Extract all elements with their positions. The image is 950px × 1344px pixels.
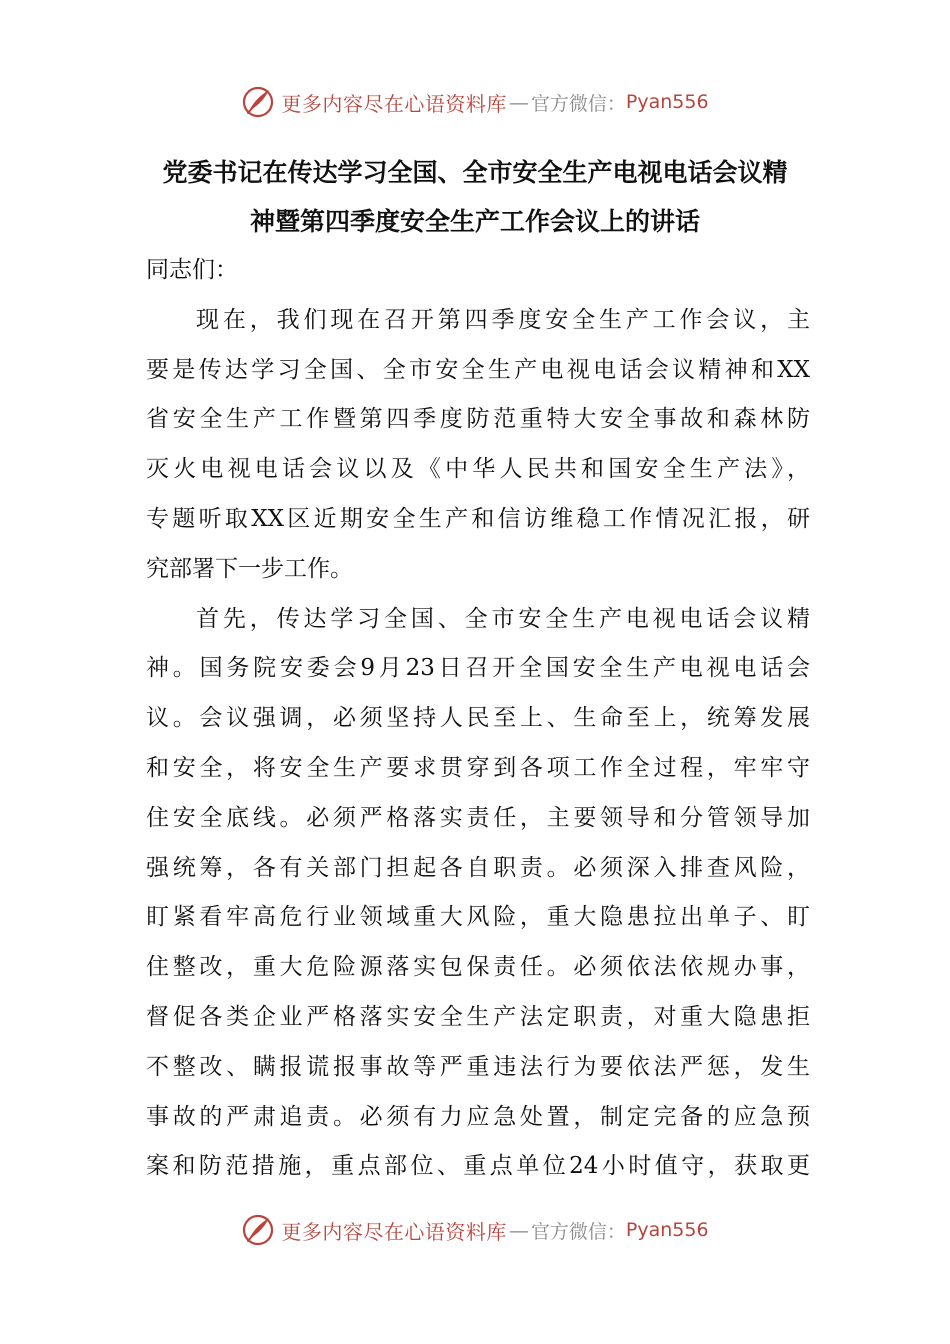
watermark-banner-bottom [0,1210,950,1250]
paragraph-line: 省安全生产工作暨第四季度防范重特大安全事故和森林防 [146,406,810,433]
paragraph-line: 现在，我们现在召开第四季度安全生产工作会议，主 [196,306,810,333]
paragraph-line: 强统筹，各有关部门担起各自职责。必须深入排查风险， [146,854,810,881]
wechat-id: Pyan556 [625,1219,709,1241]
paragraph-line: 事故的严肃追责。必须有力应急处置，制定完备的应急预 [146,1103,810,1130]
watermark-separator: — [508,90,529,114]
paragraph-line: 盯紧看牢高危行业领域重大风险，重大隐患拉出单子、盯 [146,904,810,931]
paragraph-line: 案和防范措施，重点部位、重点单位24小时值守，获取更 [146,1153,810,1180]
paragraph-line: 首先，传达学习全国、全市安全生产电视电话会议精 [196,605,810,632]
wechat-label: 官方微信： [530,1220,626,1243]
quill-pen-logo-icon [241,1213,275,1247]
wechat-label: 官方微信： [530,92,626,115]
paragraph-line: 专题听取XX区近期安全生产和信访维稳工作情况汇报，研 [146,505,810,532]
watermark-separator: — [508,1218,529,1242]
paragraph-2 [146,595,810,1193]
paragraph-line: 住整改，重大危险源落实包保责任。必须依法依规办事， [146,954,810,981]
salutation: 同志们： [146,257,238,283]
document-title-line-2: 神暨第四季度安全生产工作会议上的讲话 [249,207,700,236]
paragraph-line: 督促各类企业严格落实安全生产法定职责，对重大隐患拒 [146,1003,810,1030]
paragraph-line: 住安全底线。必须严格落实责任，主要领导和分管领导加 [146,804,810,831]
paragraph-line: 和安全，将安全生产要求贯穿到各项工作全过程，牢牢守 [146,754,810,781]
wechat-id: Pyan556 [625,91,709,113]
paragraph-1 [146,296,810,595]
paragraph-line: 究部署下一步工作。 [146,555,353,582]
paragraph-line: 要是传达学习全国、全市安全生产电视电话会议精神和XX [146,356,810,383]
paragraph-line: 不整改、瞒报谎报事故等严重违法行为要依法严惩，发生 [146,1053,810,1080]
paragraph-line: 神。国务院安委会9月23日召开全国安全生产电视电话会 [146,655,810,682]
watermark-banner-top [0,82,950,122]
watermark-text: 更多内容尽在心语资料库 [281,1219,507,1244]
document-body [146,246,810,1192]
paragraph-line: 议。会议强调，必须坚持人民至上、生命至上，统筹发展 [146,705,810,732]
watermark-text: 更多内容尽在心语资料库 [281,91,507,116]
document-title-line-1: 党委书记在传达学习全国、全市安全生产电视电话会议精 [162,158,788,187]
quill-pen-logo-icon [241,85,275,119]
paragraph-line: 灭火电视电话会议以及《中华人民共和国安全生产法》， [146,456,810,483]
